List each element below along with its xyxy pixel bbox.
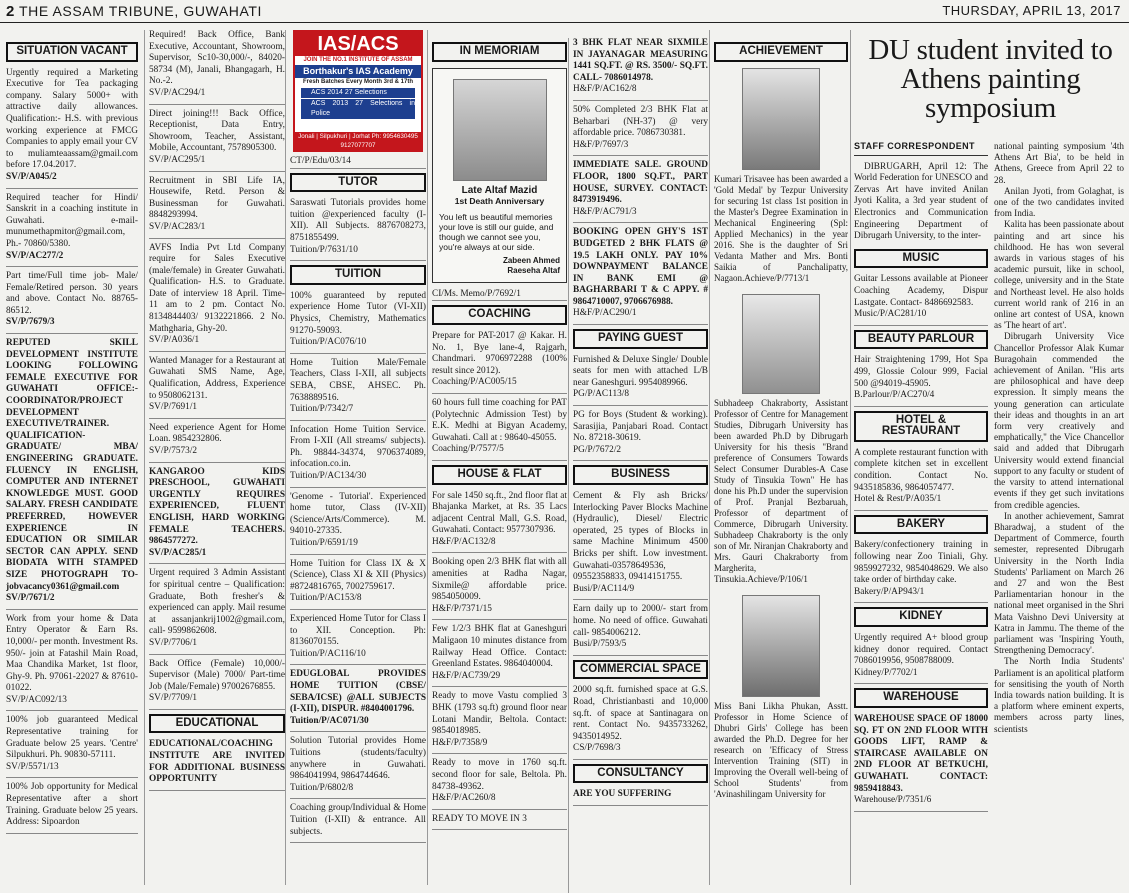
classified-ad: Cement & Fly ash Bricks/ Interlocking Paver Blocks Machine (Hydraulic), Diesel/ Electric operated, 25 types of Blocks in same Machine Minimum 4500 Bricks per shift. Low investment. Guwahati-03578649536, 09552358833, 09414151755. Busi/P/AC114/9 [573,491,708,600]
classified-ad: 100% guaranteed by reputed experience Home Tutor (VI-XII) Physics, Chemistry, Mathematics 91270-59093. Tuition/P/AC076/10 [290,291,426,354]
page-number: 2 [6,3,15,20]
story-paragraph: The North India Students' Parliament is an apolitical platform for sensitising the youth of North India towards nation building. It is a platform where eminent experts, members across party lines, scientists [994,656,1124,734]
classified-ad: READY TO MOVE IN 3 [432,814,567,831]
headline: DU student invited to Athens painting symposium [868,34,1113,124]
ias-ref: CT/P/Edu/03/14 [290,156,426,169]
classified-ad: EDUGLOBAL PROVIDES HOME TUITION (CBSE/ SEBA/ICSE) @ALL SUBJECTS (I-XII), DISPUR. #8404001796. Tuition/P/AC071/30 [290,669,426,732]
classified-ad: Urgent required 3 Admin Assistant for spiritual centre – Qualification: Graduate, Both fresher's & experienced can apply. Mail resume at assanjankrij1002@gmail.com, call- 9599862608. SV/P/7706/1 [149,568,285,654]
category-bakery: BAKERY [854,515,988,535]
story-paragraph: Kalita has been passionate about painting and art since his childhood. He has won several awards in various stages of his academic pursuit, like in school, college, university and in the State and Northeast level. He also holds current world rank of 216 in an online art contest of USA, known as 'The heart of art'. [994,219,1124,331]
category-in-memoriam: IN MEMORIAM [432,42,567,62]
story-dateline-paragraph: DIBRUGARH, April 12: The World Federation for UNESCO and Zervas Art have invited Anilan Jyoti Kalita, a 3rd year student of Electronics and Communication Engineering Department of Dibrugarh University, to the inter- [854,161,988,242]
memorial-signatory-2: Raeseha Altaf [507,265,560,275]
classified-ad: 100% job guaranteed Medical Representative training for Graduate below 25 years. 'Centre' Silpukhuri. Ph. 90830-57111. SV/P/5571/13 [6,715,138,778]
classified-ad: Wanted Manager for a Restaurant at Guwahati SMS Name, Age, Qualification, Address, Experience to 9508062131. SV/P/7691/1 [149,356,285,419]
ias-result-2: ACS 2013 27 Selections in Police [301,99,415,119]
memorial-anniversary: 1st Death Anniversary [454,196,545,207]
classified-ad: 2000 sq.ft. furnished space at G.S. Road, Christianbasti and 10,000 sq.ft. of space at Santinagara on rent. Contact No. 9435733262, 9435014952. CS/P/7698/3 [573,685,708,760]
category-music: MUSIC [854,249,988,269]
portrait-photo [742,595,820,697]
classified-ad: BOOKING OPEN GHY'S 1ST BUDGETED 2 BHK FLATS @ 19.5 LAKH ONLY. PAY 10% DOWNPAYMENT BALANCE IN BANK EMI @ BAGHARBARI T & C APPY. # 9864710007, 9706676988. H&F/P/AC290/1 [573,227,708,325]
category-business: BUSINESS [573,465,708,485]
classified-ad: Part time/Full time job- Male/ Female/Retired person. 30 years and above. Contact No. 88765-86512. SV/P/7679/3 [6,271,138,334]
classified-ad: Furnished & Deluxe Single/ Double seats for men with attached L/B near Ganeshguri. 9954089966. PG/P/AC113/8 [573,355,708,406]
portrait-photo [742,294,820,394]
classified-ad: Few 1/2/3 BHK flat at Ganeshguri Maligaon 10 minutes distance from Railway Head Office. Contact: Greenland Estates. 9864040004. H&F/P/AC739/29 [432,624,567,687]
classified-ad: Need experience Agent for Home Loan. 9854232806. SV/P/7573/2 [149,423,285,463]
category-educational: EDUCATIONAL [149,714,285,734]
classified-ad: Required! Back Office, Bank Executive, Accountant, Showroom, Supervisor, Sc10-30,000/-, 84020-58734 (M), Janali, Bhangagarh, H. No.-2. SV/P/AC294/1 [149,30,285,105]
ias-academy-ad [293,30,423,152]
category-beauty-parlour: BEAUTY PARLOUR [854,330,988,350]
classified-ad: 60 hours full time coaching for PAT (Polytechnic Admission Test) by E.K. Medhi at Bigyan Academy, Guwahati. Call at : 98640-45055. Coaching/P/7577/5 [432,398,567,461]
classified-ad: Earn daily up to 2000/- start from home. No need of office. Guwahati call- 9854006212. Busi/P/7593/5 [573,604,708,655]
classified-ad: Ready to move in 1760 sq.ft. second floor for sale, Beltola. Ph. 84738-49362. H&F/P/AC260/8 [432,758,567,809]
memorial-photo [453,79,547,181]
classified-ad: Booking open 2/3 BHK flat with all amenities at Radha Nagar, Sixmile@ affordable price. 9854050009. H&F/P/7371/15 [432,557,567,620]
ias-contact: Jonali | Silpukhuri | Jorhat Ph: 9954630495 9127077707 [295,132,421,150]
ias-tagline: JOIN THE NO.1 INSTITUTE OF ASSAM [303,57,413,63]
classified-ad: KANGAROO KIDS PRESCHOOL, GUWAHATI URGENTLY REQUIRES EXPERIENCED, FLUENT ENGLISH, HARD WORKING FEMALE TEACHERS. 9864577272. SV/P/AC285/1 [149,467,285,565]
header-date: THURSDAY, APRIL 13, 2017 [942,3,1121,18]
classified-ad: Required teacher for Hindi/ Sanskrit in a coaching institute in Guwahati. e-mail-munumethapmitor@gmail.com, Ph.- 70860/5380. SV/P/AC277/2 [6,193,138,268]
classified-ad: PG for Boys (Student & working). Sarasijia, Panjabari Road. Contact No. 87218-30619. PG/P/7672/2 [573,410,708,461]
memorial-name: Late Altaf Mazid [461,184,538,196]
classified-ad: Back Office (Female) 10,000/- Supervisor (Male) 7000/ Part-time Job (Male/Female) 97002676855. SV/P/7709/1 [149,659,285,710]
classified-ad: Prepare for PAT-2017 @ Kakar. H. No. 1, Bye lane-4, Rajgarh, Chandmari. 9706972288 (100% result since 2012). Coaching/P/AC005/15 [432,331,567,394]
story-paragraph: Dibrugarh University Vice Chancellor Professor Alak Kumar Buragohain commended the achievement of Anilan. "His arts are philosophical and have deep expression. It simply means the young generation can articulate their ideas and thoughts in an art form very creatively and emphatically," the Vice Chancellor said and added that Dibrugarh University would extend financial support to any faculty or student of the varsity to attend international events if they get such invitations from credible agencies. [994,331,1124,510]
story-right-column [994,141,1124,885]
page-header [0,0,1129,23]
classified-ad: 'Genome - Tutorial'. Experienced home tutor, Class (IV-XII) (Science/Arts/Commerce). M. 94010-27335. Tuition/P/6591/19 [290,492,426,555]
column-memoriam-housing [427,30,567,885]
classified-ad: Saraswati Tutorials provides home tuition @experienced faculty (I-XII). All Subjects. 8876708273, 8751855499. Tuition/P/7631/10 [290,198,426,261]
category-commercial-space: COMMERCIAL SPACE [573,660,708,680]
classified-ad: IMMEDIATE SALE. GROUND FLOOR, 1800 SQ.FT., PART HOUSE, SURVEY. CONTACT: 8473919496. H&F/P/AC791/3 [573,160,708,223]
classified-ad: 100% Job opportunity for Medical Representative after a short Training. Graduate below 25 years. Address: Sipoardon [6,782,138,833]
category-kidney: KIDNEY [854,607,988,627]
category-hotel-restaurant: HOTEL & RESTAURANT [854,411,988,442]
classified-ad: For sale 1450 sq.ft., 2nd floor flat at Bhajanka Market, at Rs. 35 Lacs adjacent Central Mall, G.S. Road, Guwahati. Contact: 9577307936. H&F/P/AC132/8 [432,491,567,554]
category-consultancy: CONSULTANCY [573,764,708,784]
category-tuition: TUITION [290,265,426,285]
column-situation-vacant [6,30,138,885]
classified-ad: Home Tuition Male/Female Teachers, Class I-XII, all subjects SEBA, CBSE, AHSEC. Ph. 7638889516. Tuition/P/7342/7 [290,358,426,421]
classified-ad: Home Tuition for Class IX & X (Science), Class XI & XII (Physics) #8724816765, 7002759617. Tuition/P/AC153/8 [290,559,426,610]
classified-ad: AVFS India Pvt Ltd Company require for Sales Executive (male/female) in Greater Guwahati. Qualification- H.S. to Graduate. Date of interview 18 April. Time- 11 am to 2 pm. Contact No. 8134844403/ 9132221866. 2 No. Mathgharia, Ghy-20. SV/P/A036/1 [149,243,285,352]
byline: STAFF CORRESPONDENT [854,141,988,156]
category-house-flat: HOUSE & FLAT [432,465,567,485]
paper-name: THE ASSAM TRIBUNE, GUWAHATI [18,3,263,19]
classified-ad: Solution Tutorial provides Home Tuitions (students/faculty) anywhere in Guwahati. 9864041994, 9864744646. Tuition/P/6802/8 [290,736,426,799]
classified-ad: Direct joining!!! Back Office, Receptionist, Data Entry, Showroom, Teacher, Assistant, Mobile, Accountant, 7578905300. SV/P/AC295/1 [149,109,285,172]
classified-ad: A complete restaurant function with complete kitchen set in excellent condition. Contact No. 9435185836, 9864057477. Hotel & Rest/P/A035/1 [854,448,988,511]
category-achievement: ACHIEVEMENT [714,42,848,62]
story-paragraph: In another achievement, Samrat Bharadwaj, a student of the Department of Commerce, fourth semester, represented Dibrugarh University in the North India Students' Parliament on March 26 and 27 and won the Best Parliamentarian honour in the national meet organised in the Shri Mata Vaishno Devi University at Katra in Jammu. The theme of the parliament was 'Inspiring Youth, Strengthening Democracy'. [994,510,1124,656]
column-vacancies-2 [144,30,285,885]
classified-ad: REPUTED SKILL DEVELOPMENT INSTITUTE LOOKING FOLLOWING FEMALE EXECUTIVE FOR GUWAHATI OFFICE:- COORDINATOR/PROJECT DEVELOPMENT EXECUTIVE/TRAINER. QUALIFICATION- GRADUATE/ MBA/ ENGINEERING GRADUATE. FLUENCY IN ENGLISH, COMPUTER AND INTERNET KNOWLEDGE MUST. GOOD SALARY. FRESH CANDIDATE PREFERRED, HOWEVER EXPERIENCE IN EDUCATION OR SIMILAR SECTOR CAN APPLY. SEND BIODATA WITH STAMPED SIZE PHOTOGRAPH TO- jobvacancy0361@gmail.com SV/P/7671/2 [6,338,138,610]
classified-ad: Coaching group/Individual & Home Tuition (I-XII) & entrance. All subjects. [290,803,426,843]
achievement-caption: Kumari Trisavee has been awarded a 'Gold Medal' by Tezpur University for securing 1st class 1st position in the Master's Degree Examination in Mechanical Engineering (Spl: Applied Mechanics) in the year 2016. She is the daughter of Sri Vedanta Mather and Mrs. Bonti Saikia of Panchalipatty, Nagaon.Achieve/P/7713/1 [714,173,848,283]
classified-ad: 50% Completed 2/3 BHK Flat at Beharbari (NH-37) @ very affordable price. 7086730381. H&F/P/7697/3 [573,105,708,156]
memorial-notice [432,68,567,283]
category-warehouse: WAREHOUSE [854,688,988,708]
ias-academy-name: Borthakur's IAS Academy [295,65,421,78]
classified-ad: Urgently required A+ blood group kidney donor required. Contact 7086019956, 9508788009. Kidney/P/7702/1 [854,633,988,684]
classified-ad: Recruitment in SBI Life IA, Housewife, Retd. Person & Businessman for Guwahati. 8848293994. SV/P/AC283/1 [149,176,285,239]
story-paragraph: Anilan Jyoti, from Golaghat, is one of the two candidates invited from India. [994,185,1124,219]
column-property-business [568,38,708,893]
ias-title: IAS/ACS [295,32,421,56]
category-paying-guest: PAYING GUEST [573,329,708,349]
column-tuition [285,30,426,885]
story-paragraph: national painting symposium '4th Athens Art Bia', to be held in Athens, Greece from April 22 to 28. [994,141,1124,185]
category-situation-vacant: SITUATION VACANT [6,42,138,62]
story-left-column [854,141,988,885]
classified-ad: Infocation Home Tuition Service. From I-XII (All streams/ subjects). Ph. 98844-34374, 9706374089, infocation.co.in. Tuition/P/AC134/30 [290,425,426,488]
ias-result-1: ACS 2014 27 Selections [301,88,415,98]
memorial-ref: CI/Ms. Memo/P/7692/1 [432,289,567,302]
header-left [6,3,262,20]
classified-ad: Bakery/confectionery training in following near Zoo Tiniali, Ghy. 9859927232, 9854048629. We also take order of birthday cake. Bakery/P/AP943/1 [854,540,988,603]
achievement-caption: Miss Bani Likha Phukan, Asstt. Professor in Home Science of Dhubri Girls' College has been awarded the Ph.D. Degree for her research on 'Efficacy of Stress Intervention Training (SIT) in Improving the Overall well-being of School Students' from 'Avinashilingam University for [714,700,848,799]
category-tutor: TUTOR [290,173,426,193]
classified-ad: 3 BHK FLAT NEAR SIXMILE IN JAYANAGAR MEASURING 1441 SQ.FT. @ RS. 3500/- SQ.FT. CALL- 7086014978. H&F/P/AC162/8 [573,38,708,101]
category-coaching: COACHING [432,305,567,325]
classified-ad: Guitar Lessons available at Pioneer Coaching Academy, Dispur Lastgate. Contact- 8486692583. Music/P/AC281/10 [854,274,988,325]
classified-ad: Work from your home & Data Entry Operator & Earn Rs. 10,000/- per month. Investment Rs. 950/- join at Fatashil Main Road, Maa Chandika Market, 1st floor, Ghy-9. Ph. 97061-22027 & 87610-01022. SV/P/AC092/13 [6,614,138,712]
portrait-photo [742,68,820,170]
achievement-caption: Subhadeep Chakraborty, Assistant Professor of Centre for Management Studies, Dibrugarh University has been awarded Ph.D by Dibrugarh University for his thesis "Brand preference of Consumers Towards Select Consumer Durables-A Case Study of Tinsukia Town" He has done his Ph.D under the supervision of Prof. Pranjal Bezbaruah, Professor of department of Commerce, Dibrugarh University. Subhadeep Chakraborty is the only son of Mr. Niranjan Chakraborty and Mrs. Gauri Chakraborty from Margherita, Tinsukia.Achieve/P/106/1 [714,397,848,584]
memorial-message: You left us beautiful memories your love is still our guide, and though we cannot see you, you're always at our side. [439,211,554,252]
memorial-signatory-1: Zabeen Ahmed [502,255,560,265]
classified-ad: Ready to move Vastu complied 3 BHK (1793 sq.ft) ground floor near Lotani Mandir, Beltola. Contact: 9854018985. H&F/P/7358/9 [432,691,567,754]
classified-ad: WAREHOUSE SPACE OF 18000 SQ. FT ON 2ND FLOOR WITH GOODS LIFT, RAMP & STAIRCASE AVAILABLE ON 2ND FLOOR AT BETKUCHI, GUWAHATI. CONTACT: 9859418843. Warehouse/P/7351/6 [854,714,988,812]
column-achievement [709,30,848,885]
classified-ad: Urgently required a Marketing Executive for Tea packaging company. Salary 5000+ with attractive daily allowances. Qualification:- H.S. with previous working experience at FMCG Companies to apply email your CV to muliamteaassam@gmail.com before 17.04.2017. SV/P/A045/2 [6,68,138,189]
classified-ad: Experienced Home Tutor for Class I to XII. Conception. Ph: 8136070155. Tuition/P/AC116/10 [290,614,426,665]
classified-ad: Hair Straightening 1799, Hot Spa 499, Glossie Colour 999, Facial 500 @94019-45905. B.Parlour/P/AC270/4 [854,355,988,406]
classified-ad: EDUCATIONAL/COACHING INSTITUTE ARE INVITED FOR ADDITIONAL BUSINESS OPPORTUNITY [149,739,285,790]
ias-batches: Fresh Batches Every Month 3rd & 17th [302,79,414,85]
classified-ad: ARE YOU SUFFERING [573,789,708,806]
